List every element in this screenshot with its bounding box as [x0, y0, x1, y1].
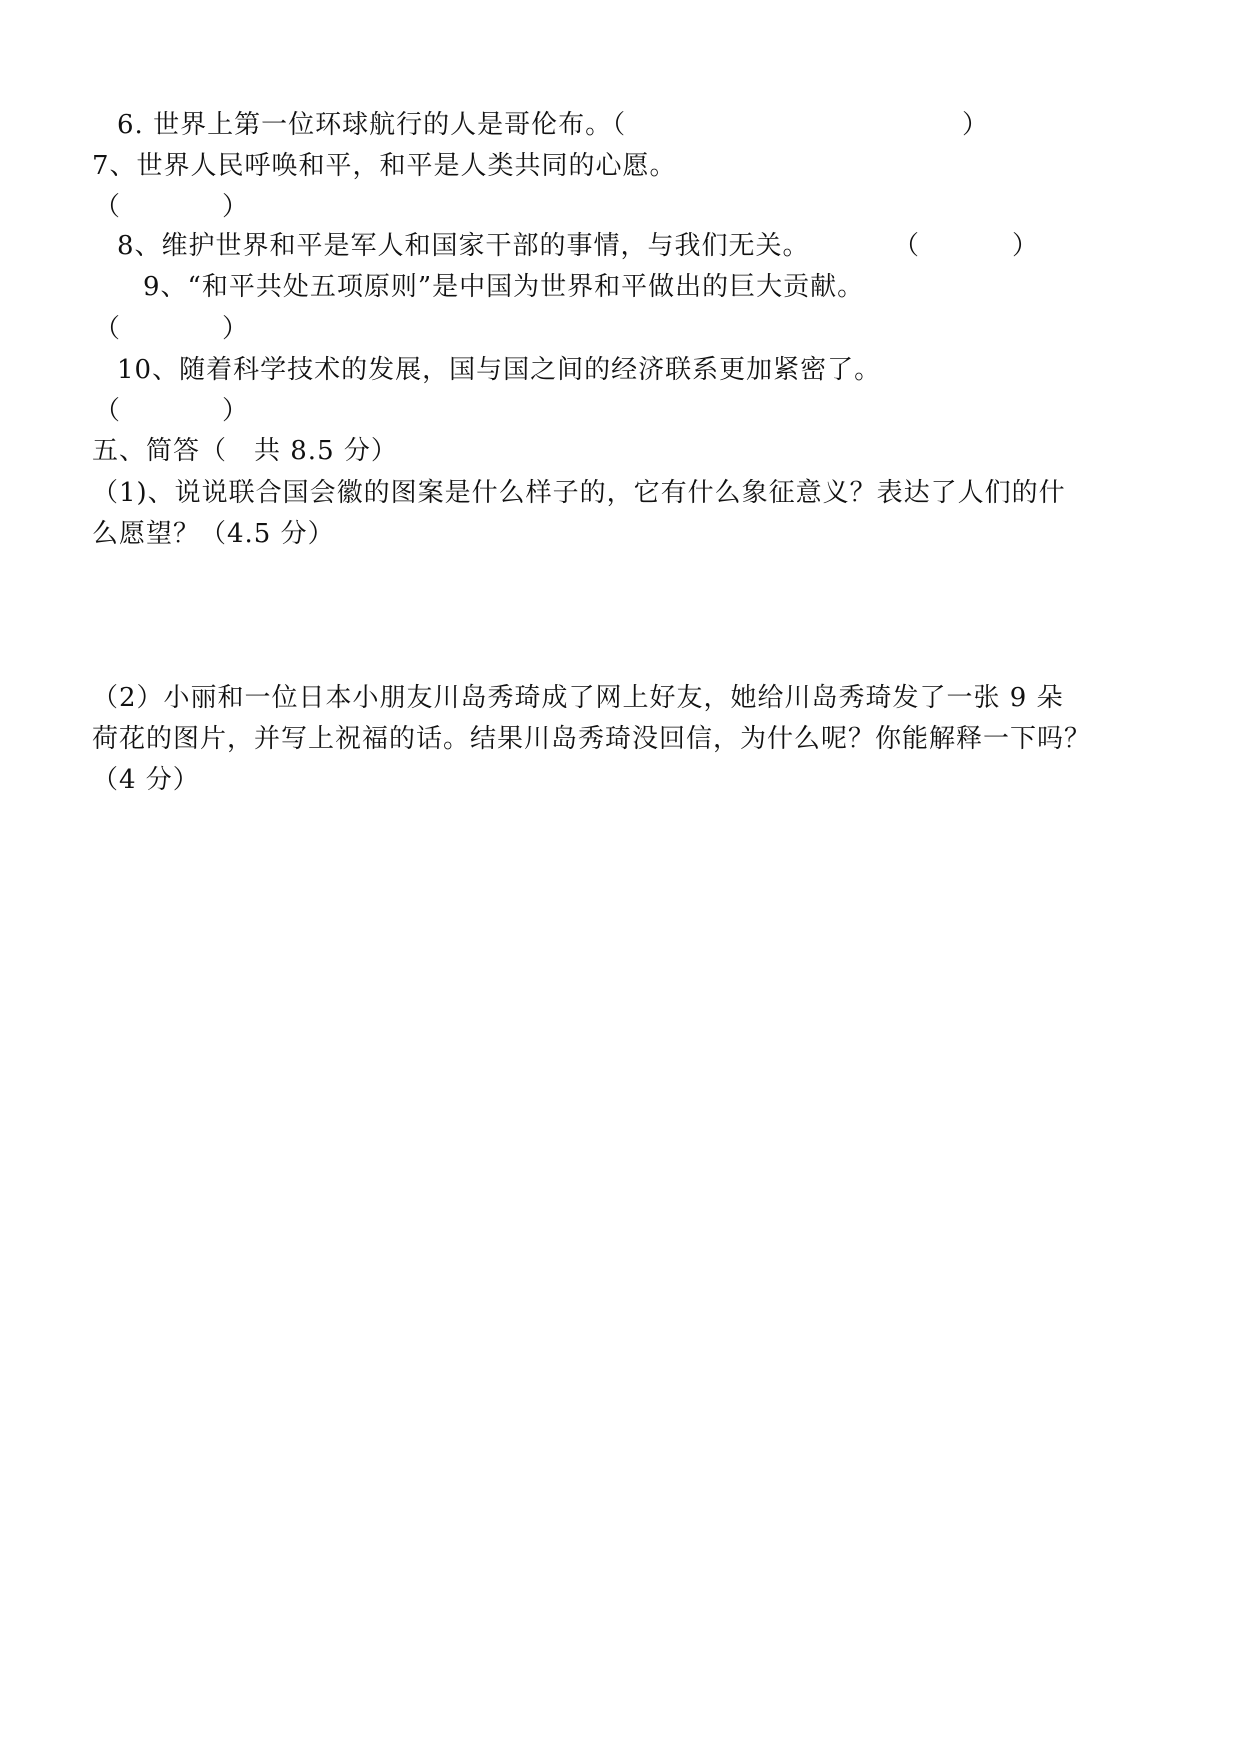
question-8: 8、维护世界和平是军人和国家干部的事情，与我们无关。	[117, 231, 810, 261]
answer-close-paren-7: ）	[222, 192, 249, 222]
answer-close-paren-8: ）	[1012, 231, 1039, 261]
question-10: 10、随着科学技术的发展，国与国之间的经济联系更加紧密了。	[117, 355, 882, 385]
question-6: 6. 世界上第一位环球航行的人是哥伦布。（	[117, 110, 627, 140]
short-answer-2-line-3: （4 分）	[92, 765, 200, 795]
answer-close-paren-10: ）	[222, 396, 249, 426]
short-answer-1-line-2: 么愿望？（4.5 分）	[92, 519, 335, 549]
section-5-heading: 五、简答（ 共 8.5 分）	[92, 436, 398, 466]
question-9: 9、“和平共处五项原则”是中国为世界和平做出的巨大贡献。	[143, 272, 865, 302]
answer-open-paren-10: （	[94, 396, 121, 426]
answer-open-paren-9: （	[94, 314, 121, 344]
short-answer-2-line-1: （2）小丽和一位日本小朋友川岛秀琦成了网上好友，她给川岛秀琦发了一张 9 朵	[92, 683, 1064, 713]
short-answer-1-line-1: （1)、说说联合国会徽的图案是什么样子的，它有什么象征意义？表达了人们的什	[92, 478, 1066, 508]
short-answer-2-line-2: 荷花的图片，并写上祝福的话。结果川岛秀琦没回信，为什么呢？你能解释一下吗？	[92, 724, 1092, 754]
answer-close-paren-6: ）	[962, 110, 989, 140]
answer-open-paren-8: （	[893, 231, 920, 261]
answer-close-paren-9: ）	[222, 314, 249, 344]
question-7: 7、世界人民呼唤和平，和平是人类共同的心愿。	[92, 151, 677, 181]
answer-open-paren-7: （	[94, 192, 121, 222]
